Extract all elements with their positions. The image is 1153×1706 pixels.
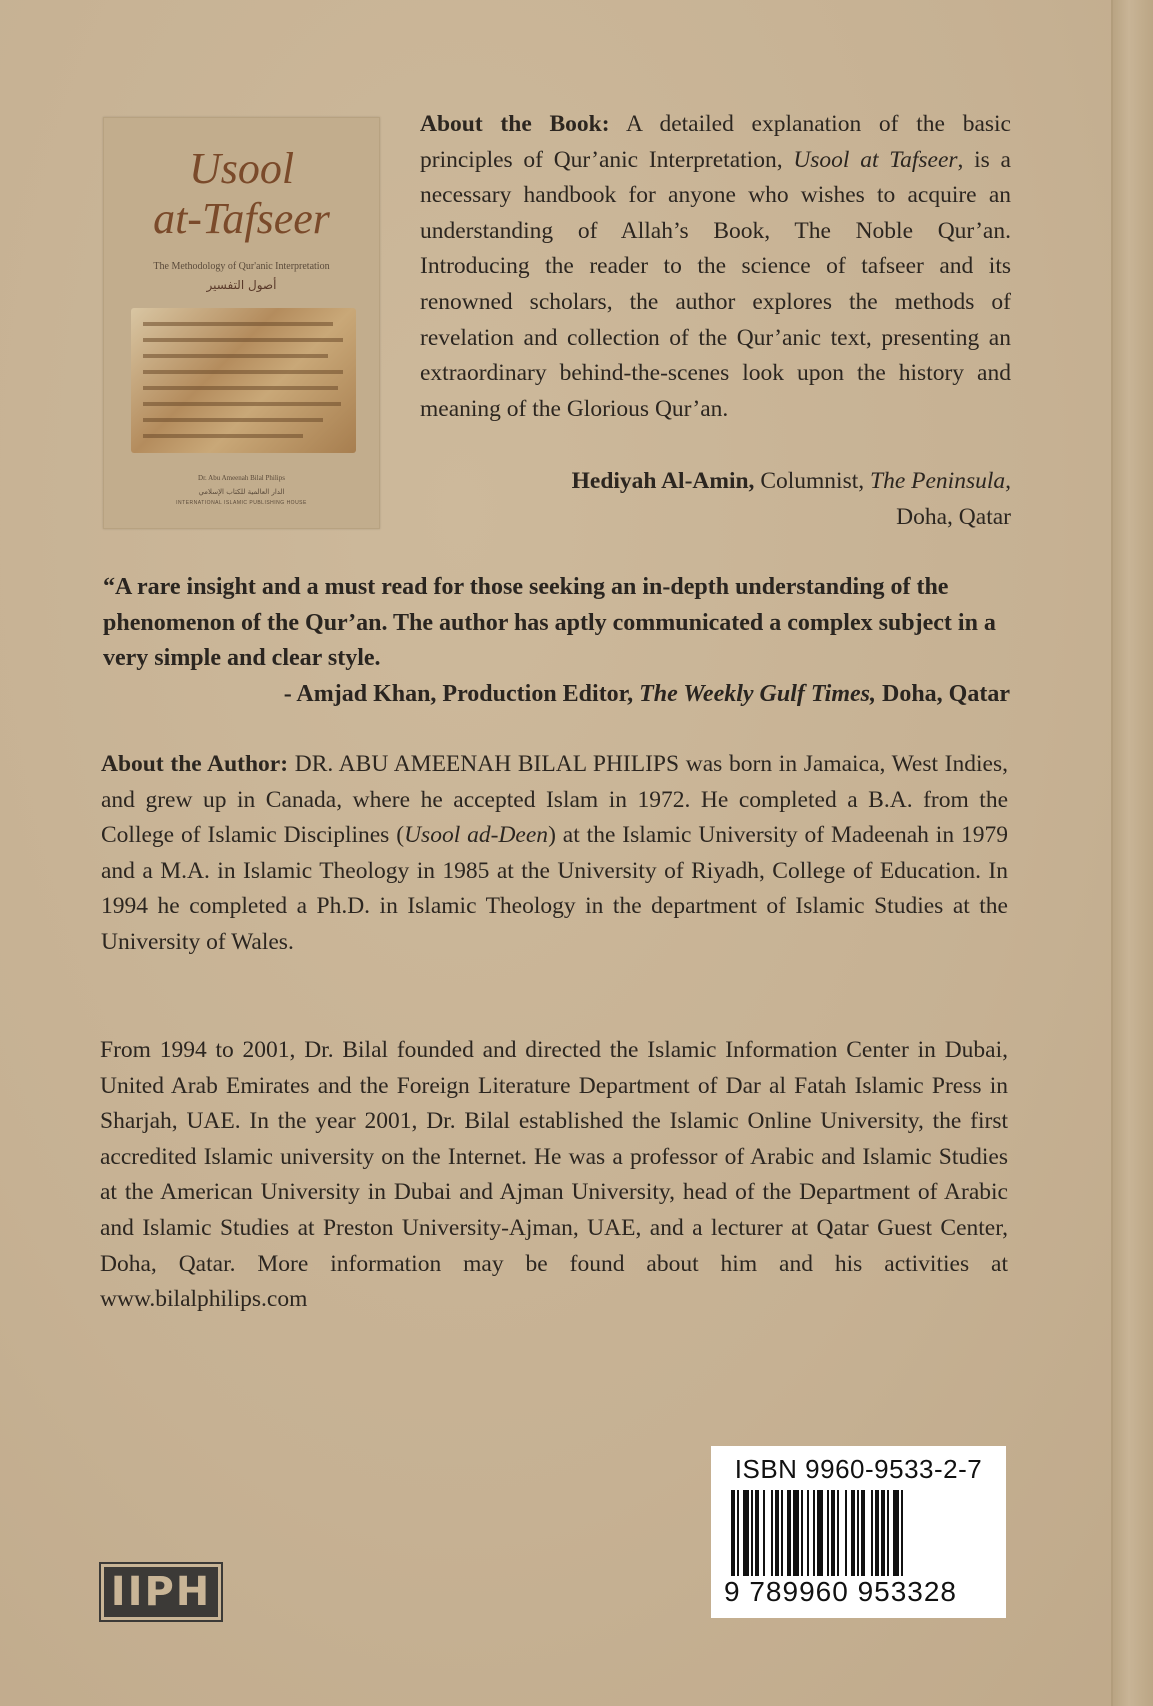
front-cover-thumbnail <box>103 117 380 529</box>
cover-title-line2: at-Tafseer <box>153 194 330 243</box>
cover-author: Dr. Abu Ameenah Bilal Philips <box>198 474 285 482</box>
about-book-label: About the Book: <box>420 111 610 137</box>
about-book-text-b: , is a necessary handbook for anyone who wishes to acquire an understanding of Allah’s Book, The Noble Qur’an. Introducing the reader to the science of tafseer and its renowned scholars, the author explores the methods of revelation and collection of the Qur’anic text, presenting an extraordinary behind-the-scenes look upon the history and meaning of the Glorious Qur’an. <box>420 146 1011 422</box>
about-book-title: Usool at Tafseer <box>793 146 958 173</box>
reviewer-role: Columnist, <box>754 468 870 494</box>
manuscript-image <box>131 308 356 453</box>
about-author-label: About the Author: <box>101 751 289 777</box>
quote-publication: The Weekly Gulf Times, <box>639 681 876 707</box>
bio-paragraph: From 1994 to 2001, Dr. Bilal founded and directed the Islamic Information Center in Dubai, United Arab Emirates and the Foreign Literature Department of Dar al Fatah Islamic Press in Sharjah, UAE. In the year 2001, Dr. Bilal established the Islamic Online University, the first accredited Islamic university on the Internet. He was a professor of Arabic and Islamic Studies at the American University in Dubai and Ajman University, head of the Department of Arabic and Islamic Studies at Preston University-Ajman, UAE, and a lecturer at Qatar Guest Center, Doha, Qatar. More information may be found about him and his activities at www.bilalphilips.com <box>100 1037 1008 1313</box>
testimonial-quote: “A rare insight and a must read for those seeking an in-depth understanding of the phenomenon of the Qur’an. The author has aptly communicated a complex subject in a very simple and clear style. <box>103 574 996 672</box>
iiph-logo: IIPH <box>99 1562 223 1622</box>
reviewer-publication: The Peninsula, <box>870 468 1011 494</box>
about-author-paragraph <box>101 747 1008 961</box>
quote-attribution <box>103 677 1010 713</box>
reviewer-name: Hediyah Al-Amin, <box>571 468 755 494</box>
about-author-text-b: ) at the Islamic University of Madeenah in 1979 and a M.A. in Islamic Theology in 1985 at the University of Riyadh, College of Education. In 1994 he completed a Ph.D. in Islamic Theology in the department of Islamic Studies at the University of Wales. <box>101 822 1008 955</box>
cover-publisher: INTERNATIONAL ISLAMIC PUBLISHING HOUSE <box>176 500 307 506</box>
isbn-barcode <box>711 1446 1006 1618</box>
barcode-digits-text: 9 789960 953328 <box>724 1576 957 1607</box>
isbn-number: ISBN 9960-9533-2-7 <box>734 1454 983 1484</box>
about-book-text-a: A detailed explanation of the basic principles of Qur’anic Interpretation, <box>420 111 1011 173</box>
spine-edge <box>1113 0 1153 1706</box>
cover-arabic-publisher: الدار العالمية للكتاب الإسلامي <box>198 488 285 496</box>
quote-attr-a: - Amjad Khan, Production Editor, <box>283 681 640 707</box>
cover-subtitle: The Methodology of Qur'anic Interpretation <box>153 261 330 272</box>
cover-arabic-title: أصول التفسير <box>206 278 277 292</box>
about-book-paragraph <box>420 107 1011 427</box>
about-author-italic: Usool ad-Deen <box>404 822 549 849</box>
quote-attr-b: Doha, Qatar <box>876 681 1010 707</box>
barcode-digits <box>723 1576 996 1606</box>
review-attribution <box>420 464 1011 500</box>
about-author-text-a: DR. ABU AMEENAH BILAL PHILIPS was born in Jamaica, West Indies, and grew up in Canada, where he accepted Islam in 1972. He completed a B.A. from the College of Islamic Disciplines ( <box>101 751 1008 849</box>
cover-title-line1: Usool <box>188 144 295 193</box>
reviewer-location: Doha, Qatar <box>896 504 1011 530</box>
